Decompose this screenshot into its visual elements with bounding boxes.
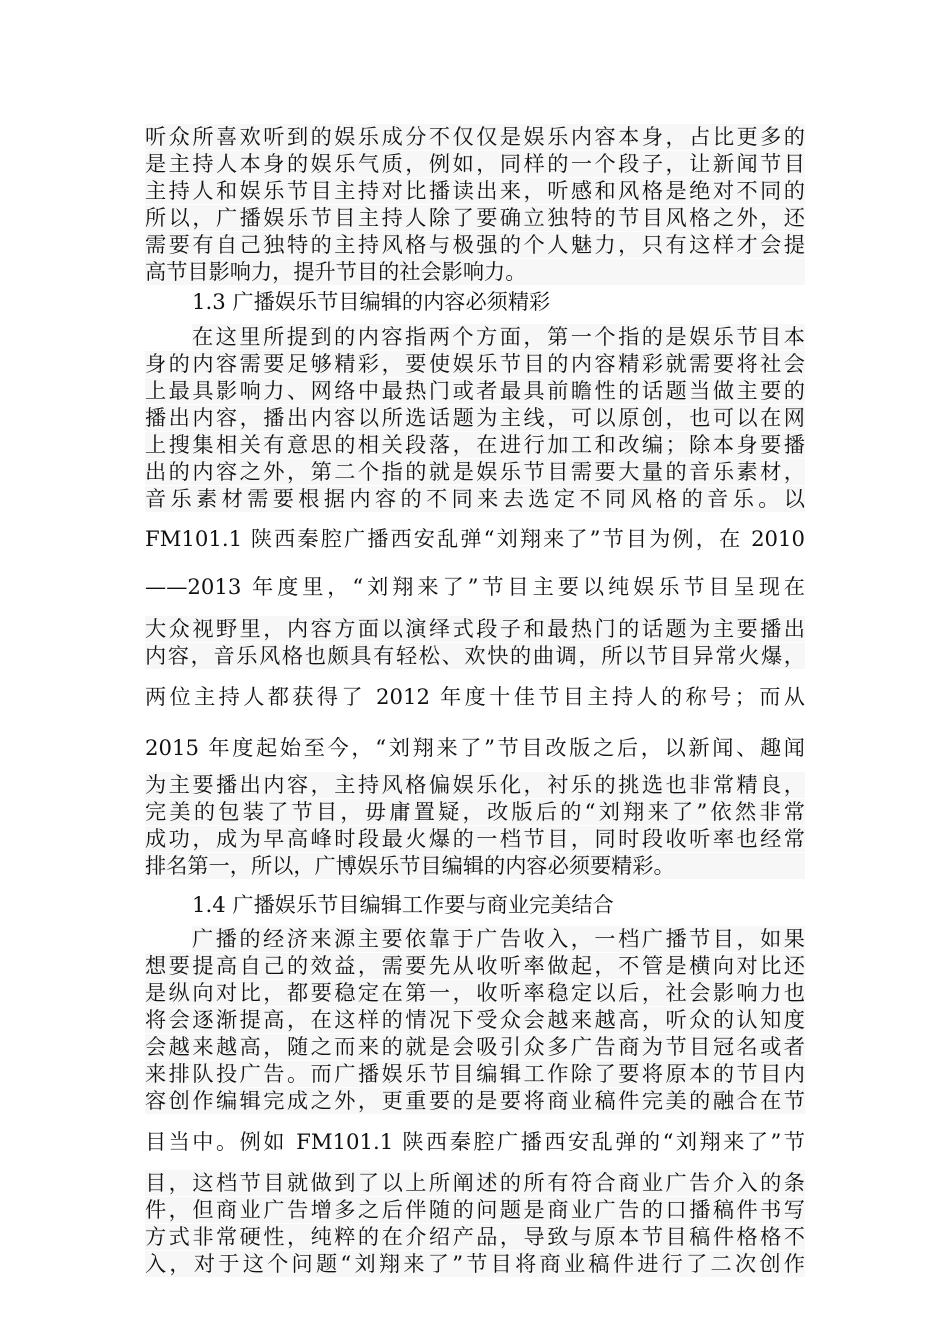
section-heading: 1.4 广播娱乐节目编辑工作要与商业完美结合 [192, 892, 614, 917]
paragraph-line: 内容，音乐风格也颇具有轻松、欢快的曲调，所以节目异常火爆， [145, 643, 805, 668]
paragraph-line: 主持人和娱乐节目主持对比播读出来，听感和风格是绝对不同的 [145, 178, 805, 203]
paragraph-line: 方式非常硬性，纯粹的在介绍产品，导致与原本节目稿件格格不 [145, 1224, 805, 1249]
paragraph-line: 来排队投广告。而广播娱乐节目编辑工作除了要将原本的节目内 [145, 1061, 805, 1086]
paragraph-line: 想要提高自己的效益，需要先从收听率做起，不管是横向对比还 [145, 953, 805, 978]
paragraph-line: 大众视野里，内容方面以演绎式段子和最热门的话题为主要播出 [145, 616, 805, 641]
paragraph-line: 两位主持人都获得了 2012 年度十佳节目主持人的称号；而从 [145, 684, 805, 709]
paragraph-line: 出的内容之外，第二个指的就是娱乐节目需要大量的音乐素材， [145, 459, 805, 484]
paragraph-line: 音乐素材需要根据内容的不同来去选定不同风格的音乐。以 [145, 486, 805, 511]
paragraph-line: 播出内容，播出内容以所选话题为主线，可以原创，也可以在网 [145, 405, 805, 430]
paragraph-line: 件，但商业广告增多之后伴随的问题是商业广告的口播稿件书写 [145, 1197, 805, 1222]
paragraph-line: 完美的包装了节目，毋庸置疑，改版后的“刘翔来了”依然非常 [145, 799, 805, 824]
paragraph-line: ——2013 年度里，“刘翔来了”节目主要以纯娱乐节目呈现在 [145, 574, 805, 599]
paragraph-line: 容创作编辑完成之外，更重要的是要将商业稿件完美的融合在节 [145, 1088, 805, 1113]
paragraph-line: 将会逐渐提高，在这样的情况下受众会越来越高，听众的认知度 [145, 1007, 805, 1032]
paragraph-line: 入，对于这个问题“刘翔来了”节目将商业稿件进行了二次创作 [145, 1251, 805, 1276]
paragraph-line: 上搜集相关有意思的相关段落，在进行加工和改编；除本身要播 [145, 432, 805, 457]
paragraph-line: 高节目影响力，提升节目的社会影响力。 [145, 259, 805, 285]
paragraph-line: 目，这档节目就做到了以上所阐述的所有符合商业广告介入的条 [145, 1170, 805, 1195]
paragraph-line: 2015 年度起始至今，“刘翔来了”节目改版之后，以新闻、趣闻 [145, 735, 805, 760]
paragraph-line: 听众所喜欢听到的娱乐成分不仅仅是娱乐内容本身，占比更多的 [145, 124, 805, 149]
paragraph-line: 在这里所提到的内容指两个方面，第一个指的是娱乐节目本 [192, 324, 805, 349]
section-heading: 1.3 广播娱乐节目编辑的内容必须精彩 [192, 289, 551, 314]
paragraph-line: 上最具影响力、网络中最热门或者最具前瞻性的话题当做主要的 [145, 378, 805, 403]
paragraph-line: 所以，广播娱乐节目主持人除了要确立独特的节目风格之外，还 [145, 205, 805, 230]
paragraph-line: 目当中。例如 FM101.1 陕西秦腔广播西安乱弹的“刘翔来了”节 [145, 1129, 805, 1154]
paragraph-line: 是纵向对比，都要稳定在第一，收听率稳定以后，社会影响力也 [145, 980, 805, 1005]
paragraph-line: 广播的经济来源主要依靠于广告收入，一档广播节目，如果 [192, 926, 805, 951]
paragraph-line: 成功，成为早高峰时段最火爆的一档节目，同时段收听率也经常 [145, 826, 805, 851]
paragraph-line: 为主要播出内容，主持风格偏娱乐化，衬乐的挑选也非常精良， [145, 772, 805, 797]
paragraph-line: 是主持人本身的娱乐气质，例如，同样的一个段子，让新闻节目 [145, 151, 805, 176]
paragraph-line: 排名第一，所以，广博娱乐节目编辑的内容必须要精彩。 [145, 853, 805, 879]
paragraph-line: 身的内容需要足够精彩，要使娱乐节目的内容精彩就需要将社会 [145, 351, 805, 376]
paragraph-line: 需要有自己独特的主持风格与极强的个人魅力，只有这样才会提 [145, 232, 805, 257]
paragraph-line: FM101.1 陕西秦腔广播西安乱弹“刘翔来了”节目为例，在 2010 [145, 526, 805, 551]
paragraph-line: 会越来越高，随之而来的就是会吸引众多广告商为节目冠名或者 [145, 1034, 805, 1059]
